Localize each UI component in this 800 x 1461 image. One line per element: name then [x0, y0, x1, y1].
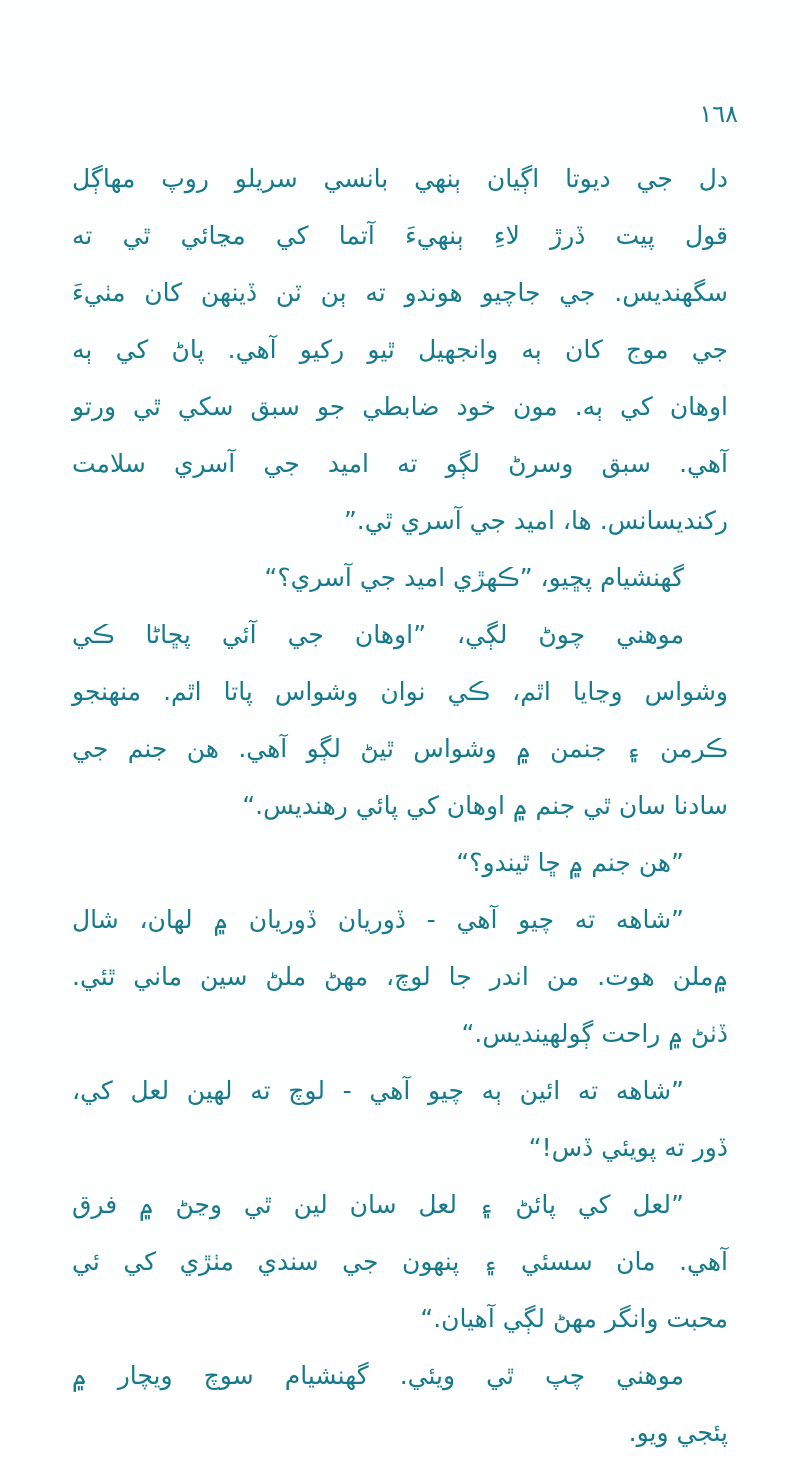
text-line: اوهان کي ٻه. مون خود ضابطي جو سبق سکي ٿي ورتو: [72, 392, 728, 421]
text-line: ”هن جنم ۾ ڇا ٿيندو؟“: [456, 848, 684, 877]
text-line: محبت وانگر مهڻ لڳي آهيان.“: [420, 1304, 728, 1333]
body-text: [72, 150, 728, 1461]
text-line: آهي. سبق وسرڻ لڳو ته اميد جي آسري سلامت: [72, 449, 728, 478]
text-line: وشواس وڃايا اٿم، ڪي نوان وشواس پاتا اٿم. منهنجو: [72, 677, 728, 706]
text-line: دل جي ديوتا اڳيان ٻنهي بانسي سريلو روپ مهاڳل: [72, 164, 728, 193]
text-line: آهي. مان سسئي ۽ پنهون جي سندي مٺڙي کي ئي: [72, 1247, 728, 1276]
text-line: ”لعل کي پائڻ ۽ لعل سان لين ٿي وڃڻ ۾ فرق: [72, 1190, 684, 1219]
text-line: سادنا سان ٿي جنم ۾ اوهان کي پائي رهنديس.“: [242, 791, 728, 820]
text-line: موهني چپ ٿي ويئي. گهنشيام سوچ ويچار ۾: [72, 1361, 684, 1390]
text-line: ”شاهه ته چيو آهي - ڏوريان ڏوريان ۾ لهان، شال: [72, 905, 684, 934]
text-line: ڏٺڻ ۾ راحت ڳولهينديس.“: [461, 1019, 728, 1048]
text-line: جي موج کان ٻه وانجهيل ٿيو رکيو آهي. پاڻ کي ٻه: [72, 335, 728, 364]
text-line: قول پيت ڏرڙ لاءِ ٻنهيءَ آتما کي مڃائي ٿي ته: [72, 221, 728, 250]
text-line: ڪرمن ۽ جنمن ۾ وشواس ٿيڻ لڳو آهي. هن جنم جي: [72, 734, 728, 763]
text-line: سگهنديس. جي جاچيو هوندو ته ٻن ٽن ڏينهن کان مٺيءَ: [72, 278, 728, 307]
text-line: ڏور ته پويئي ڏس!“: [528, 1133, 728, 1162]
text-line: رکنديسانس. ها، اميد جي آسري ٿي.”: [343, 506, 728, 535]
text-line: موهني چوڻ لڳي، ”اوهان جي آئي پڇاڻا ڪي: [72, 620, 684, 649]
page-number: ١٦٨: [699, 100, 738, 128]
text-line: پئجي ويو.: [628, 1418, 728, 1447]
text-line: ”شاهه ته ائين ٻه چيو آهي - لوچ ته لهين لعل کي،: [72, 1076, 684, 1105]
text-line: گهنشيام پڇيو، ”ڪهڙي اميد جي آسري؟“: [264, 563, 684, 592]
text-line: ۾ملن هوت. من اندر جا لوچ، مهڻ ملڻ سين ماني ٿئي.: [72, 962, 728, 991]
